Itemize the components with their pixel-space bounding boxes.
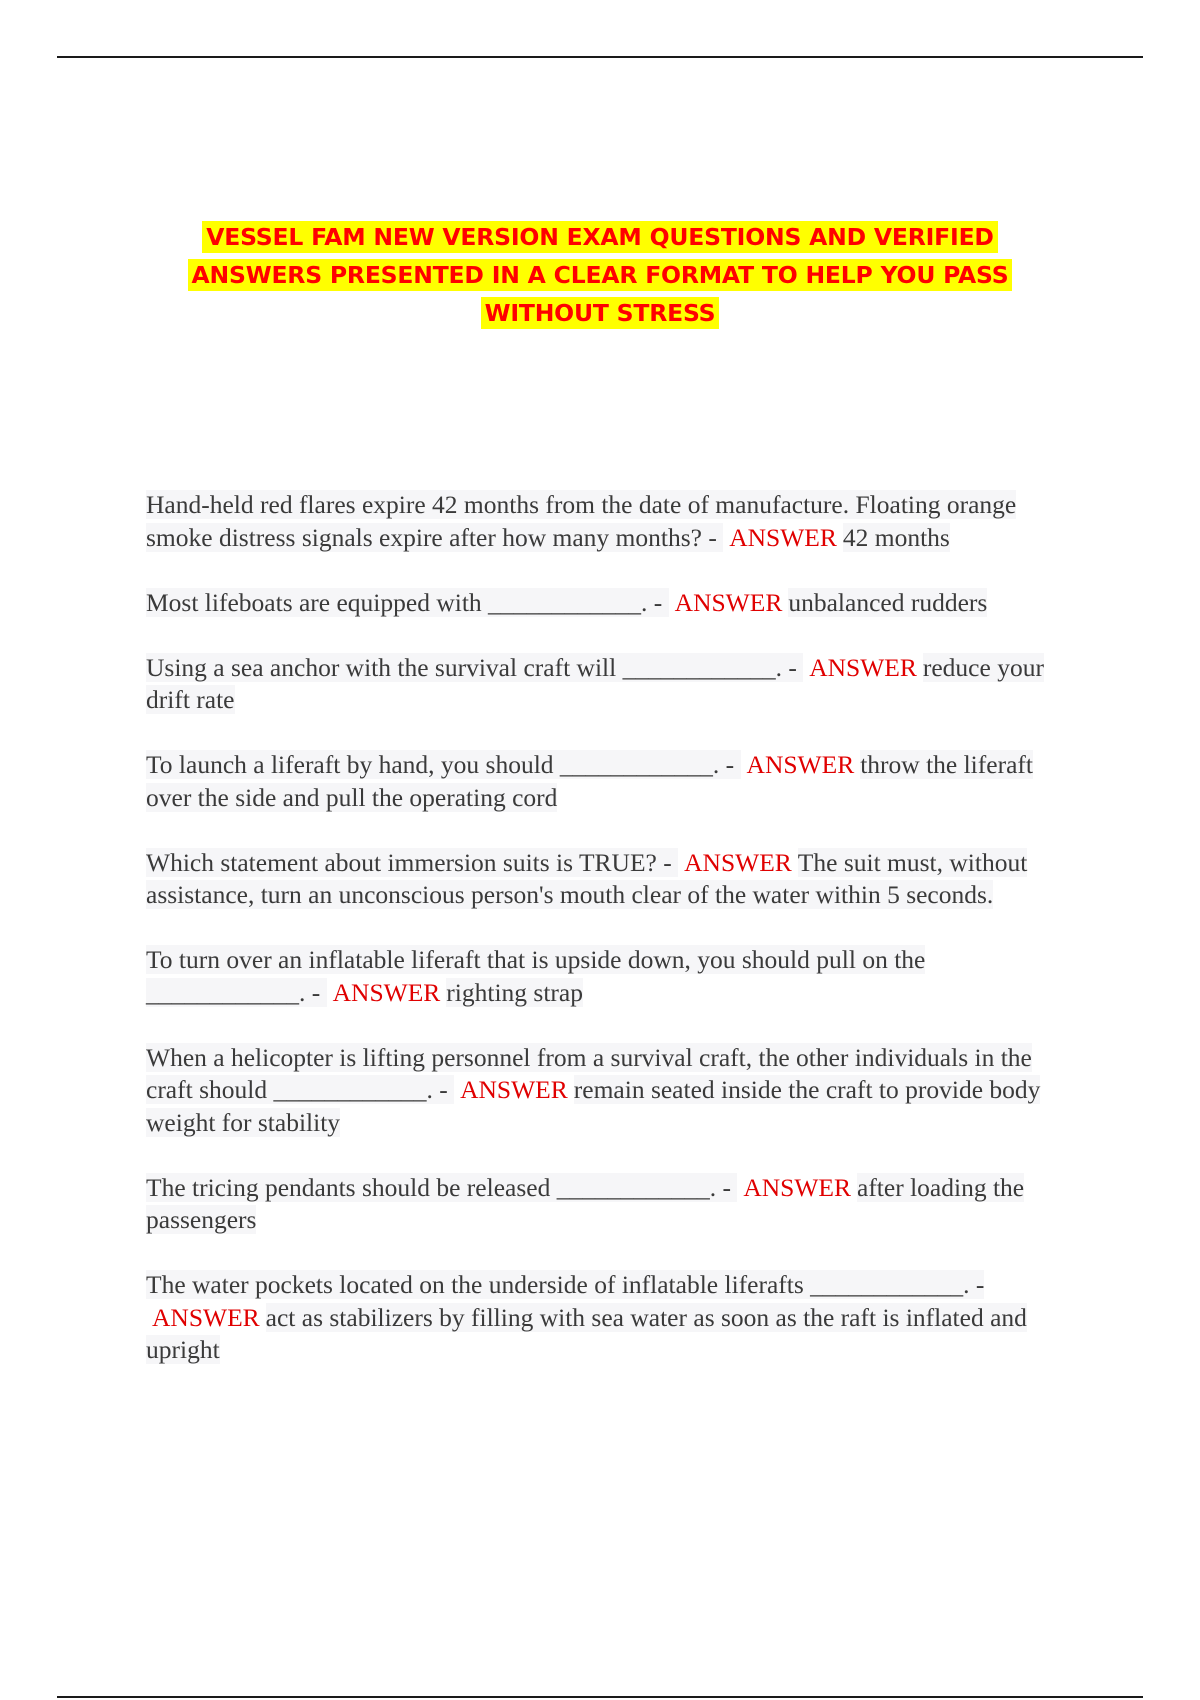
answer-label: ANSWER bbox=[684, 847, 792, 877]
answer-text: act as stabilizers by filling with sea water as soon as the raft is inflated and upright bbox=[146, 1302, 1027, 1364]
qa-item bbox=[146, 847, 1066, 912]
question-text: Which statement about immersion suits is TRUE? bbox=[146, 847, 657, 877]
answer-text: reduce your drift rate bbox=[146, 652, 1044, 714]
qa-item bbox=[146, 489, 1066, 554]
qa-item bbox=[146, 587, 1066, 620]
qa-item bbox=[146, 749, 1066, 814]
separator: - bbox=[432, 1075, 455, 1104]
qa-item bbox=[146, 944, 1066, 1009]
question-text: The water pockets located on the underside of inflatable liferafts ____________. bbox=[146, 1270, 970, 1299]
question-text: To launch a liferaft by hand, you should ____________. bbox=[146, 750, 720, 779]
separator: - bbox=[305, 977, 327, 1007]
answer-text: remain seated inside the craft to provide body weight for stability bbox=[146, 1075, 1041, 1137]
answer-label: ANSWER bbox=[809, 652, 917, 682]
answer-label: ANSWER bbox=[674, 587, 783, 617]
answer-text: unbalanced rudders bbox=[788, 587, 988, 617]
title-line-1: VESSEL FAM NEW VERSION EXAM QUESTIONS AND VERIFIED bbox=[202, 221, 997, 253]
answer-label: ANSWER bbox=[746, 750, 855, 779]
answer-text: The suit must, without assistance, turn an unconscious person's mouth clear of the water within 5 seconds. bbox=[146, 847, 1028, 909]
answer-label: ANSWER bbox=[332, 977, 441, 1007]
answer-label: ANSWER bbox=[460, 1075, 568, 1104]
qa-item bbox=[146, 652, 1066, 717]
title-line-2: ANSWERS PRESENTED IN A CLEAR FORMAT TO HELP YOU PASS bbox=[188, 259, 1013, 291]
separator: - bbox=[719, 750, 741, 779]
question-text: To turn over an inflatable liferaft that is upside down, you should pull on the ____________. bbox=[146, 945, 926, 1007]
question-text: Most lifeboats are equipped with ____________. bbox=[146, 587, 648, 617]
top-rule bbox=[57, 56, 1143, 58]
separator: - bbox=[716, 1172, 738, 1202]
title-line-3: WITHOUT STRESS bbox=[481, 297, 720, 329]
bottom-rule bbox=[57, 1696, 1143, 1698]
answer-text: righting strap bbox=[446, 977, 583, 1007]
answer-text: 42 months bbox=[842, 522, 950, 552]
question-text: Hand-held red flares expire 42 months from the date of manufacture. Floating orange smoke distress signals expire after how many months? bbox=[146, 490, 1017, 552]
separator: - bbox=[701, 522, 724, 552]
separator: - bbox=[781, 652, 804, 682]
question-text: The tricing pendants should be released ____________. bbox=[146, 1172, 717, 1202]
qa-item bbox=[146, 1269, 1066, 1367]
question-text: When a helicopter is lifting personnel from a survival craft, the other individuals in the craft should ____________. bbox=[146, 1042, 1032, 1104]
qa-item bbox=[146, 1042, 1066, 1140]
answer-label: ANSWER bbox=[152, 1302, 260, 1332]
separator: - bbox=[656, 847, 679, 877]
qa-item bbox=[146, 1172, 1066, 1237]
answer-text: throw the liferaft over the side and pull the operating cord bbox=[146, 750, 1033, 812]
answer-text: after loading the passengers bbox=[146, 1172, 1025, 1234]
question-text: Using a sea anchor with the survival craft will ____________. bbox=[146, 652, 782, 682]
separator: - bbox=[969, 1270, 985, 1299]
separator: - bbox=[647, 587, 669, 617]
document-title bbox=[100, 218, 1100, 332]
qa-list bbox=[146, 489, 1066, 1399]
answer-label: ANSWER bbox=[729, 522, 837, 552]
answer-label: ANSWER bbox=[743, 1172, 851, 1202]
